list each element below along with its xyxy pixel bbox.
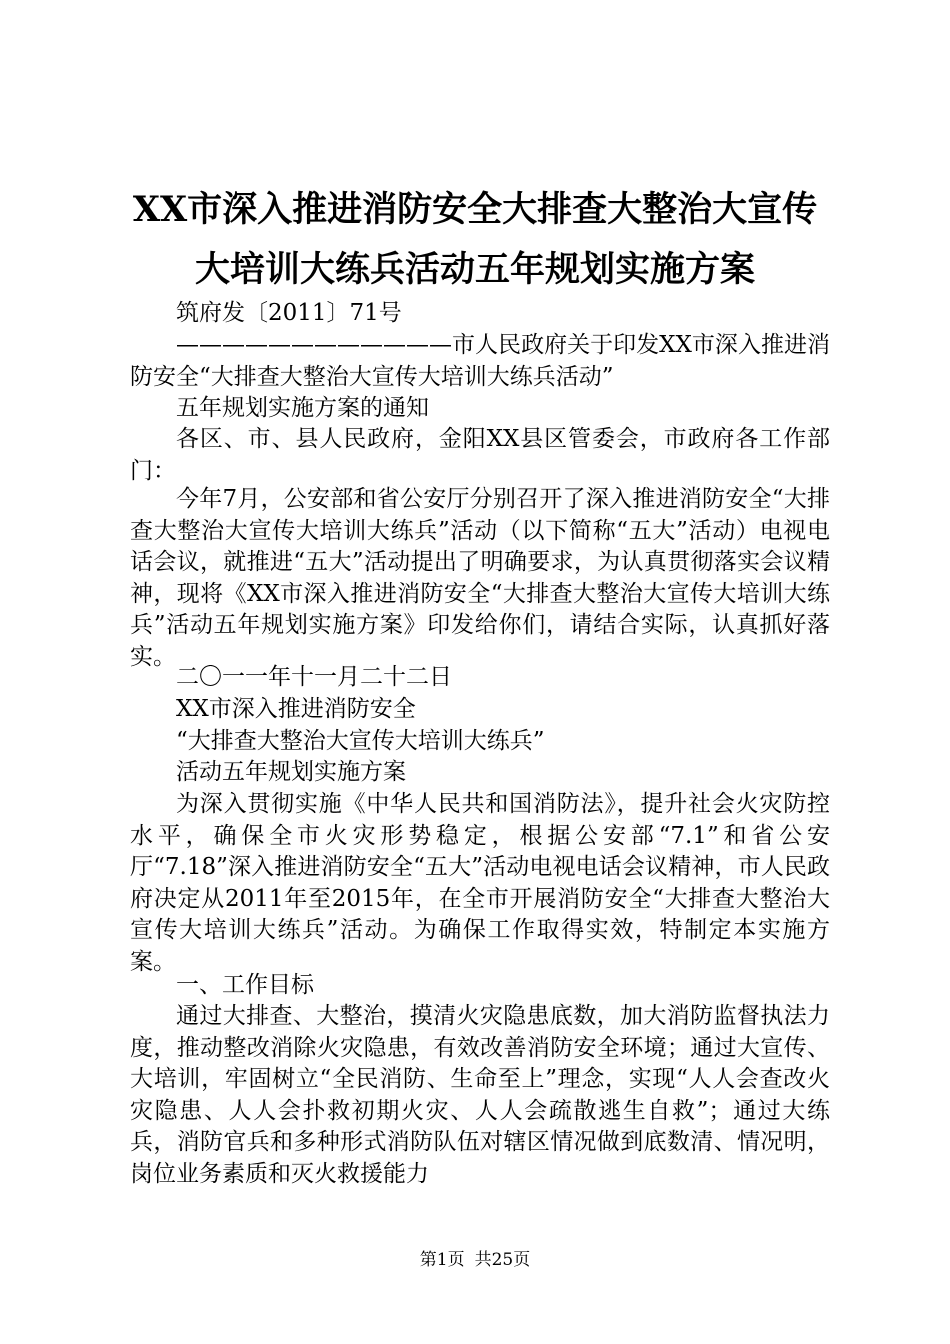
- document-title-line-2: 大培训大练兵活动五年规划实施方案: [194, 249, 755, 290]
- section-heading-goals: 一、工作目标: [176, 972, 314, 998]
- notice-title-end: 五年规划实施方案的通知: [176, 395, 429, 421]
- purpose-paragraph: 为深入贯彻实施《中华人民共和国消防法》，提升社会火灾防控水平，确保全市火灾形势稳定，根据公安部“7.1”和省公安厅“7.18”深入推进消防安全“五大”活动电视电话会议精神，市人民政府决定从2011年至2015年，在全市开展消防安全“大排查大整治大宣传大培训大练兵”活动。为确保工作取得实效，特制定本实施方案。: [130, 791, 830, 975]
- plan-title-line-3: 活动五年规划实施方案: [176, 759, 406, 785]
- addressee: 各区、市、县人民政府，金阳XX县区管委会，市政府各工作部门：: [130, 426, 830, 484]
- plan-title-line-1: XX市深入推进消防安全: [176, 696, 416, 722]
- document-number: 筑府发〔2011〕71号: [176, 300, 402, 326]
- goal-paragraph: 通过大排查、大整治，摸清火灾隐患底数，加大消防监督执法力度，推动整改消除火灾隐患，有效改善消防安全环境；通过大宣传、大培训，牢固树立“全民消防、生命至上”理念，实现“人人会查改火灾隐患、人人会扑救初期火灾、人人会疏散逃生自救”；通过大练兵，消防官兵和多种形式消防队伍对辖区情况做到底数清、情况明，岗位业务素质和灭火救援能力: [130, 1003, 830, 1187]
- document-date: 二〇一一年十一月二十二日: [176, 664, 452, 690]
- intro-paragraph: 今年7月，公安部和省公安厅分别召开了深入推进消防安全“大排查大整治大宣传大培训大练兵”活动（以下简称“五大”活动）电视电话会议，就推进“五大”活动提出了明确要求，为认真贯彻落实会议精神，现将《XX市深入推进消防安全“大排查大整治大宣传大培训大练兵”活动五年规划实施方案》印发给你们，请结合实际，认真抓好落实。: [130, 486, 830, 670]
- page-number: 第1页: [419, 1250, 465, 1270]
- plan-title-line-2: “大排查大整治大宣传大培训大练兵”: [176, 728, 545, 754]
- document-title-line-1: XX市深入推进消防安全大排查大整治大宣传: [132, 189, 818, 230]
- notice-title: ————————————市人民政府关于印发XX市深入推进消防安全“大排查大整治大宣传大培训大练兵活动”: [130, 332, 830, 390]
- page-total: 共25页: [474, 1250, 531, 1270]
- page-footer: [0, 1250, 950, 1270]
